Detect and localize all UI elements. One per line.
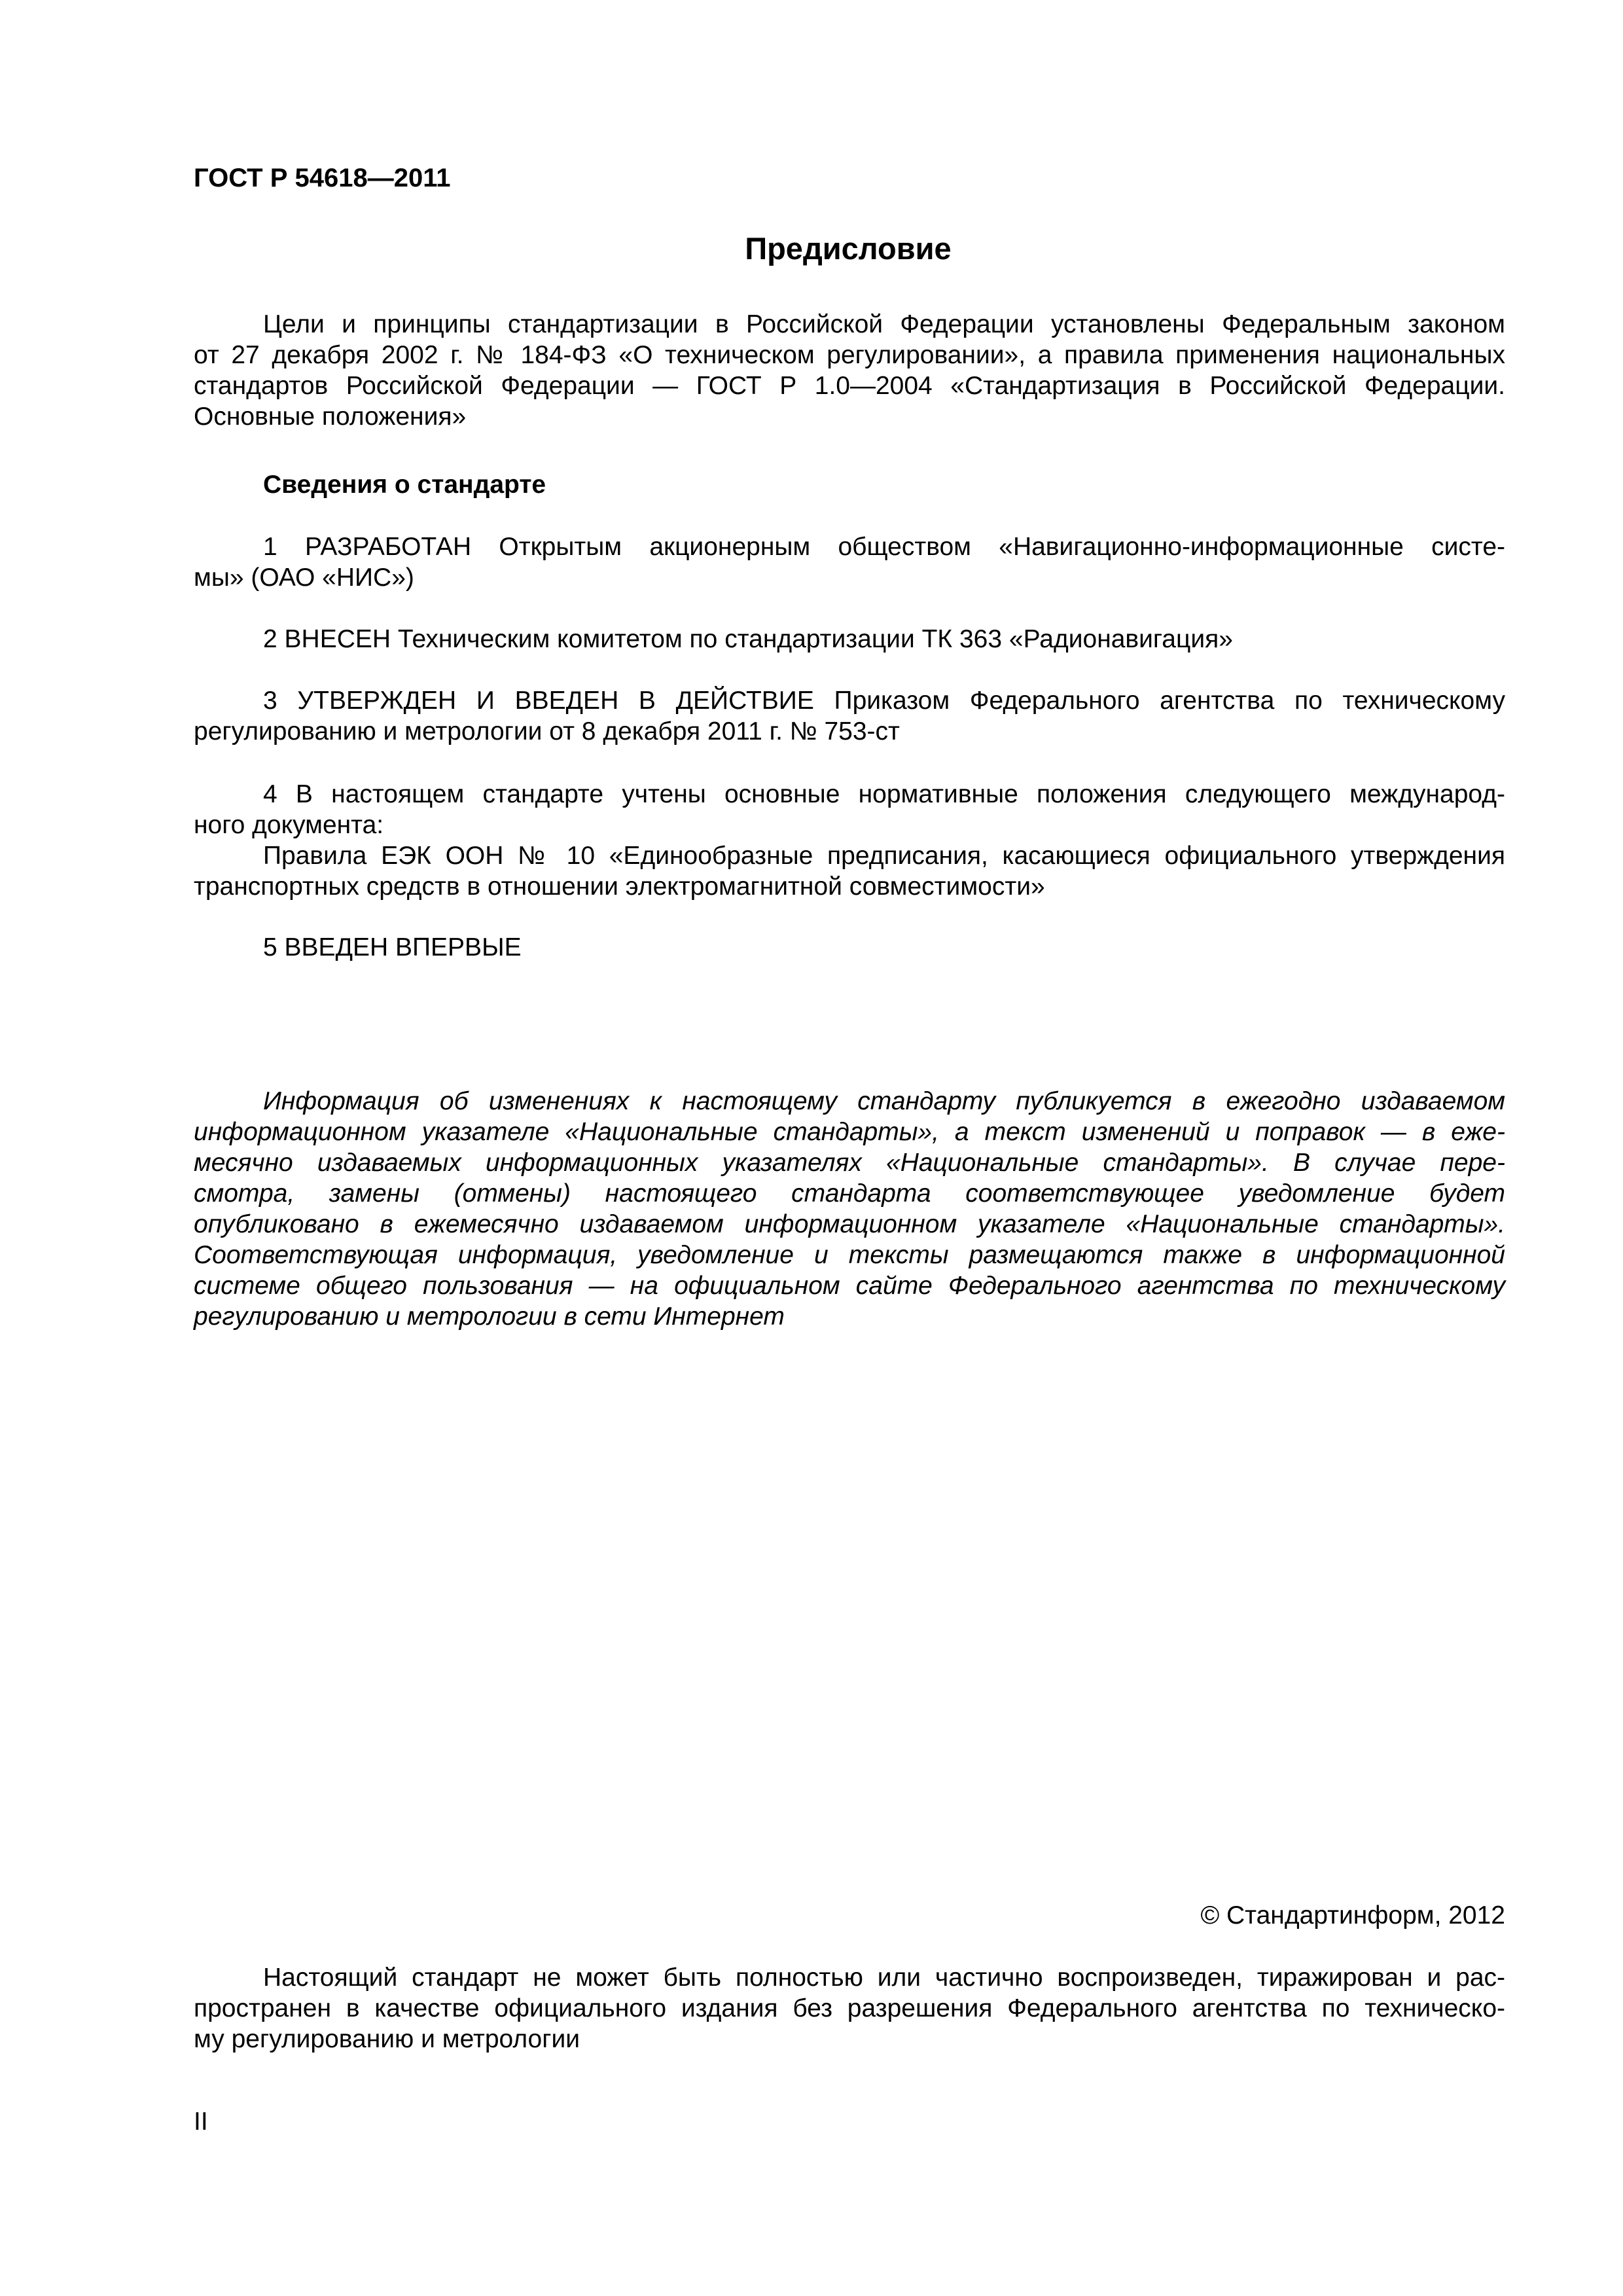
item-line: 2 ВНЕСЕН Техническим комитетом по стандартизации ТК 363 «Радионавигация» bbox=[263, 625, 1233, 653]
notice-line: Соответствующая информация, уведомление и тексты размещаются также в информационной bbox=[194, 1241, 1505, 1269]
intro-line: от 27 декабря 2002 г. № 184-ФЗ «О техническом регулировании», а правила применения национальных bbox=[194, 341, 1505, 369]
item-2 bbox=[194, 624, 1505, 655]
section-heading: Сведения о стандарте bbox=[263, 471, 546, 499]
reproduction-line: му регулированию и метрологии bbox=[194, 2025, 580, 2053]
notice-line: регулированию и метрологии в сети Интернет bbox=[194, 1302, 785, 1331]
page-title: Предисловие bbox=[745, 231, 952, 266]
notice-line: информационном указателе «Национальные стандарты», а текст изменений и поправок — в еже- bbox=[194, 1118, 1505, 1146]
page-number: II bbox=[194, 2108, 208, 2136]
notice-line: системе общего пользования — на официальном сайте Федерального агентства по техническому bbox=[194, 1272, 1505, 1300]
standard-code: ГОСТ Р 54618—2011 bbox=[194, 164, 451, 192]
intro-line: стандартов Российской Федерации — ГОСТ Р 1.0—2004 «Стандартизация в Российской Федерации. bbox=[194, 372, 1505, 400]
copyright: © Стандартинформ, 2012 bbox=[1200, 1901, 1505, 1929]
item-5 bbox=[194, 932, 1505, 963]
item-line: 5 ВВЕДЕН ВПЕРВЫЕ bbox=[263, 933, 522, 961]
reproduction-line: Настоящий стандарт не может быть полностью или частично воспроизведен, тиражирован и рас- bbox=[263, 1964, 1505, 1992]
item-line: 4 В настоящем стандарте учтены основные нормативные положения следующего международ- bbox=[263, 780, 1505, 808]
item-line: мы» (ОАО «НИС») bbox=[194, 564, 414, 592]
item-line: регулированию и метрологии от 8 декабря 2011 г. № 753-ст bbox=[194, 717, 900, 745]
item-line: 1 РАЗРАБОТАН Открытым акционерным обществом «Навигационно-информационные систе- bbox=[263, 533, 1505, 561]
item-4 bbox=[194, 779, 1505, 902]
item-line: 3 УТВЕРЖДЕН И ВВЕДЕН В ДЕЙСТВИЕ Приказом Федерального агентства по техническому bbox=[263, 687, 1505, 715]
notice-line: опубликовано в ежемесячно издаваемом информационном указателе «Национальные стандарты». bbox=[194, 1210, 1505, 1238]
notice-paragraph bbox=[194, 1086, 1505, 1332]
reproduction-line: пространен в качестве официального издания без разрешения Федерального агентства по техническо- bbox=[194, 1994, 1505, 2022]
notice-line: месячно издаваемых информационных указателях «Национальные стандарты». В случае пере- bbox=[194, 1149, 1505, 1177]
intro-paragraph bbox=[194, 309, 1505, 432]
intro-line: Цели и принципы стандартизации в Российской Федерации установлены Федеральным законом bbox=[263, 310, 1505, 338]
item-line: Правила ЕЭК ООН № 10 «Единообразные предписания, касающиеся официального утверждения bbox=[263, 842, 1505, 870]
item-line: ного документа: bbox=[194, 811, 384, 839]
item-3 bbox=[194, 685, 1505, 747]
notice-line: смотра, замены (отмены) настоящего стандарта соответствующее уведомление будет bbox=[194, 1179, 1505, 1208]
notice-line: Информация об изменениях к настоящему стандарту публикуется в ежегодно издаваемом bbox=[263, 1087, 1505, 1115]
intro-line: Основные положения» bbox=[194, 403, 467, 431]
item-1 bbox=[194, 531, 1505, 593]
item-line: транспортных средств в отношении электромагнитной совместимости» bbox=[194, 872, 1045, 901]
reproduction-paragraph bbox=[194, 1962, 1505, 2054]
